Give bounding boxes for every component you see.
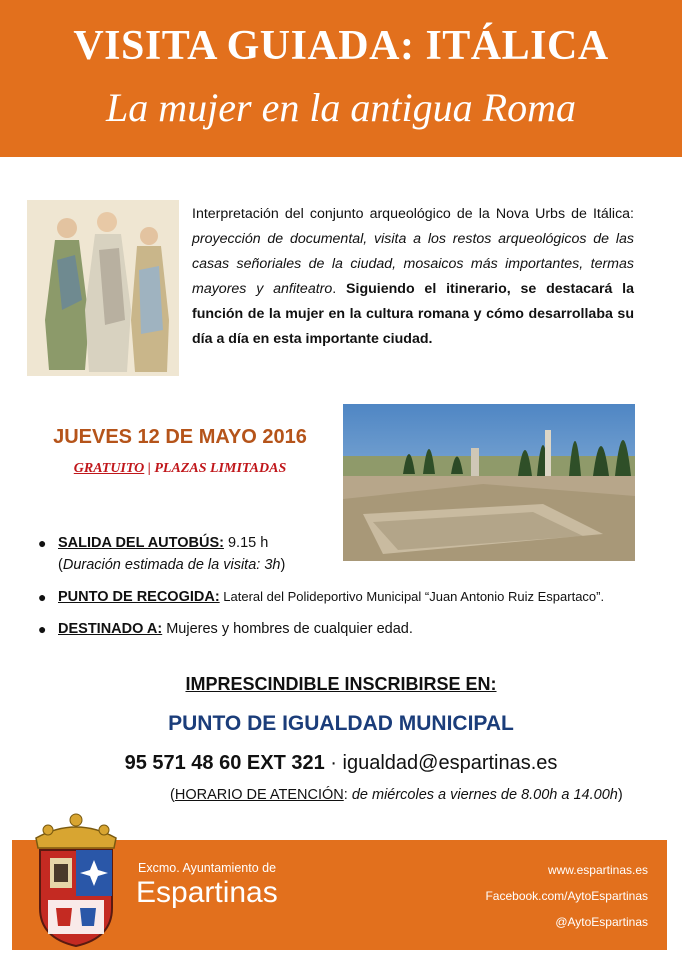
contact-separator: · [324,752,343,774]
registration-place: PUNTO DE IGUALDAD MUNICIPAL [168,712,514,735]
audience-value: Mujeres y hombres de cualquier edad. [162,621,413,637]
council-label: Excmo. Ayuntamiento de [138,861,277,875]
roman-women-illustration [27,200,179,376]
phone-number[interactable]: 95 571 48 60 EXT 321 [124,752,325,774]
bus-departure-label: SALIDA DEL AUTOBÚS: [58,535,224,551]
list-item [38,532,678,576]
details-list [38,532,678,650]
limited-places-text: | PLAZAS LIMITADAS [144,461,287,476]
page-title: VISITA GUIADA: ITÁLICA [73,23,609,69]
twitter-link[interactable]: @AytoEspartinas [555,915,648,929]
hours-label: HORARIO DE ATENCIÓN [174,787,344,803]
bus-departure-value: 9.15 h [223,535,269,551]
hours-close: ) [617,787,623,803]
website-link[interactable]: www.espartinas.es [547,863,648,877]
pickup-point-value: Lateral del Polideportivo Municipal “Juan Antonio Ruiz Espartaco”. [219,589,605,604]
pickup-point-label: PUNTO DE RECOGIDA: [58,589,220,605]
duration-open: ( [58,557,63,573]
duration-note: Duración estimada de la visita: 3h [62,557,281,573]
audience-label: DESTINADO A: [58,621,163,637]
hours-open: ( [170,787,175,803]
contact-line [0,752,682,775]
event-date: JUEVES 12 DE MAYO 2016 [53,426,307,448]
office-hours [170,787,670,803]
hours-colon: : [343,787,352,803]
intro-text-1: Interpretación del conjunto arqueológico de la Nova Urbs de Itálica: [192,206,634,222]
event-free-label [20,461,340,477]
bullet-icon: ● [38,589,47,605]
bullet-icon: ● [38,621,47,637]
header-banner [0,0,682,157]
bullet-icon: ● [38,535,47,551]
registration-heading: IMPRESCINDIBLE INSCRIBIRSE EN: [185,674,497,694]
email-link[interactable]: igualdad@espartinas.es [342,752,558,774]
coat-of-arms-icon [26,808,126,948]
hours-value: de miércoles a viernes de 8.00h a 14.00h [351,787,618,803]
intro-text-4: Siguiendo el itinerario, se destacará la función de la mujer en la cultura romana y cómo desarrollaba su día a día en esta importante ciudad. [192,281,635,347]
footer-links [430,857,648,935]
facebook-link[interactable]: Facebook.com/AytoEspartinas [485,889,648,903]
intro-text-3: . [332,281,347,297]
list-item [38,618,678,640]
intro-paragraph [192,202,634,352]
free-text: GRATUITO [73,461,145,476]
list-item [38,586,678,608]
duration-close: ) [280,557,286,573]
intro-text-2: proyección de documental, visita a los restos arqueológicos de las casas señoriales de la ciudad, mosaicos más importantes, termas mayores y anfiteatro [192,231,634,297]
page-subtitle: La mujer en la antigua Roma [106,85,576,130]
council-name: Espartinas [136,876,278,909]
